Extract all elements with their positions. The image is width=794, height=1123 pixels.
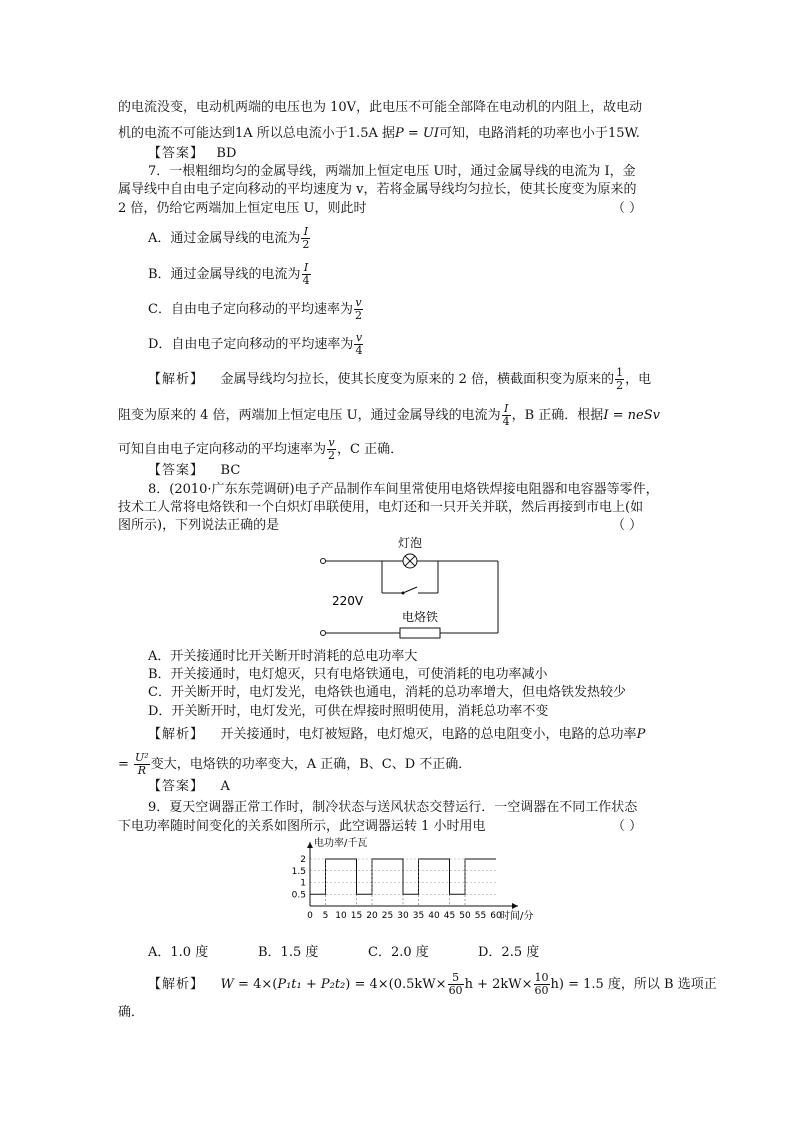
- q7-paren: （ ）: [612, 201, 643, 216]
- x-tick-label-1: 5: [322, 911, 329, 921]
- q8-line-2: 技术工人常将电烙铁和一个白炽灯串联使用，电灯还和一只开关并联，然后再接到市电上(如: [118, 500, 644, 515]
- q9-option-c: C．2.0 度: [368, 945, 429, 960]
- q7-line-1: 7．一根粗细均匀的金属导线，两端加上恒定电压 U时，通过金属导线的电流为 I，金: [148, 164, 636, 179]
- q7-analysis-1: 【解析】 金属导线均匀拉长，使其长度变为原来的 2 倍，横截面积变为原来的 $\frac{1}{2}$ ，电: [148, 366, 652, 392]
- chart-xlabel: 时间/分: [500, 911, 534, 922]
- q8-option-b: B．开关接通时，电灯熄灭，只有电烙铁通电，可使消耗的电功率减小: [148, 667, 548, 682]
- circuit-diagram: [310, 535, 510, 645]
- y-tick-label-0: 0.5: [291, 890, 306, 901]
- x-tick-label-8: 40: [428, 911, 440, 921]
- q7-option-c: C．自由电子定向移动的平均速率为 $\frac{v}{2}$: [148, 296, 362, 322]
- q7-option-a: A．通过金属导线的电流为 $\frac{I}{2}$: [148, 225, 310, 251]
- x-tick-label-9: 45: [443, 911, 456, 921]
- x-tick-label-3: 15: [350, 911, 363, 921]
- prev-line-2: 机的电流不可能达到1A 所以总电流小于1.5A 据P = UI可知，电路消耗的功率也小于15W.: [118, 126, 640, 141]
- q8-paren: （ ）: [612, 518, 643, 533]
- switch-blade: [403, 587, 417, 593]
- x-tick-label-11: 55: [474, 911, 487, 921]
- power-series-line: [310, 859, 496, 894]
- prev-line-1: 的电流没变，电动机两端的电压也为 10V，此电压不可能全部降在电动机的内阻上，故电动: [118, 100, 643, 115]
- x-tick-label-4: 20: [366, 911, 378, 921]
- y-tick-label-3: 2: [300, 855, 306, 865]
- prev-answer: 【答案】 BD: [148, 146, 237, 161]
- q7-answer: 【答案】 BC: [148, 463, 241, 478]
- x-tick-label-7: 35: [412, 911, 425, 921]
- power-chart: [282, 836, 536, 938]
- q7-option-b: B．通过金属导线的电流为 $\frac{I}{4}$: [148, 261, 310, 287]
- q7-option-d: D．自由电子定向移动的平均速率为 $\frac{v}{4}$: [148, 331, 363, 357]
- q7-analysis-3: 可知自由电子定向移动的平均速率为 $\frac{v}{2}$ ，C 正确．: [118, 436, 404, 462]
- q9-option-b: B．1.5 度: [258, 945, 319, 960]
- label-iron: 电烙铁: [401, 610, 439, 624]
- x-tick-label-10: 50: [459, 911, 471, 921]
- q8-option-a: A．开关接通时比开关断开时消耗的总电功率大: [148, 649, 418, 664]
- q8-line-1: 8．(2010·广东东莞调研)电子产品制作车间里常使用电烙铁焊接电阻器和电容器等零件，: [148, 482, 659, 497]
- q9-line-1: 9．夏天空调器正常工作时，制冷状态与送风状态交替运行．一空调器在不同工作状态: [148, 800, 638, 815]
- y-axis-arrow: [307, 842, 313, 848]
- q9-analysis-2: 确．: [118, 1005, 145, 1020]
- q8-option-d: D．开关断开时，电灯发光，可供在焊接时照明使用，消耗总功率不变: [148, 704, 549, 719]
- y-tick-label-2: 1.5: [291, 866, 306, 877]
- q9-paren: （ ）: [612, 819, 643, 834]
- q9-option-a: A．1.0 度: [148, 945, 209, 960]
- q8-analysis-1: 【解析】 开关接通时，电灯被短路，电灯熄灭，电路的总电阻变小，电路的总功率P: [148, 727, 646, 742]
- label-voltage: 220V: [332, 594, 364, 608]
- x-axis-arrow: [512, 903, 518, 909]
- q8-line-3: 图所示)，下列说法正确的是: [118, 518, 280, 533]
- x-tick-label-0: 0: [307, 911, 313, 921]
- soldering-iron-resistor: [400, 628, 440, 638]
- q7-line-2: 属导线中自由电子定向移动的平均速度为 v，若将金属导线均匀拉长，使其长度变为原来的: [118, 182, 637, 197]
- q7-line-3: 2 倍，仍给它两端加上恒定电压 U，则此时: [118, 201, 367, 216]
- x-tick-label-2: 10: [335, 911, 347, 921]
- y-tick-label-1: 1: [300, 878, 306, 889]
- q8-analysis-2: = $\frac{\text{U²}}{R}$ 变大，电烙铁的功率变大，A 正确，B、C、D 不正确．: [118, 751, 472, 777]
- q7-analysis-2: 阻变为原来的 4 倍，两端加上恒定电压 U，通过金属导线的电流为 $\frac{I}{4}$ ，B 正确．根据I = neSv: [118, 402, 660, 428]
- x-tick-label-6: 30: [397, 911, 409, 921]
- x-tick-label-5: 25: [381, 911, 394, 921]
- q8-option-c: C．开关断开时，电灯发光，电烙铁也通电，消耗的总功率增大，但电烙铁发热较少: [148, 685, 626, 700]
- q9-option-d: D．2.5 度: [478, 945, 540, 960]
- q9-analysis-1: 【解析】 W = 4×(P₁t₁ + P₂t₂) = 4×(0.5kW× $\frac{5}{60}$ h + 2kW× $\frac{10}{60}$ h) = 1.5 度，所以 B 选项正: [148, 971, 717, 997]
- x-tick-label-12: 60: [490, 911, 502, 921]
- q8-answer: 【答案】 A: [148, 779, 230, 794]
- terminal-bottom: [321, 631, 326, 636]
- chart-ylabel: 电功率/千瓦: [314, 838, 368, 849]
- q9-line-2: 下电功率随时间变化的关系如图所示，此空调器运转 1 小时用电: [118, 819, 486, 834]
- terminal-top: [321, 559, 326, 564]
- label-bulb: 灯泡: [397, 536, 423, 550]
